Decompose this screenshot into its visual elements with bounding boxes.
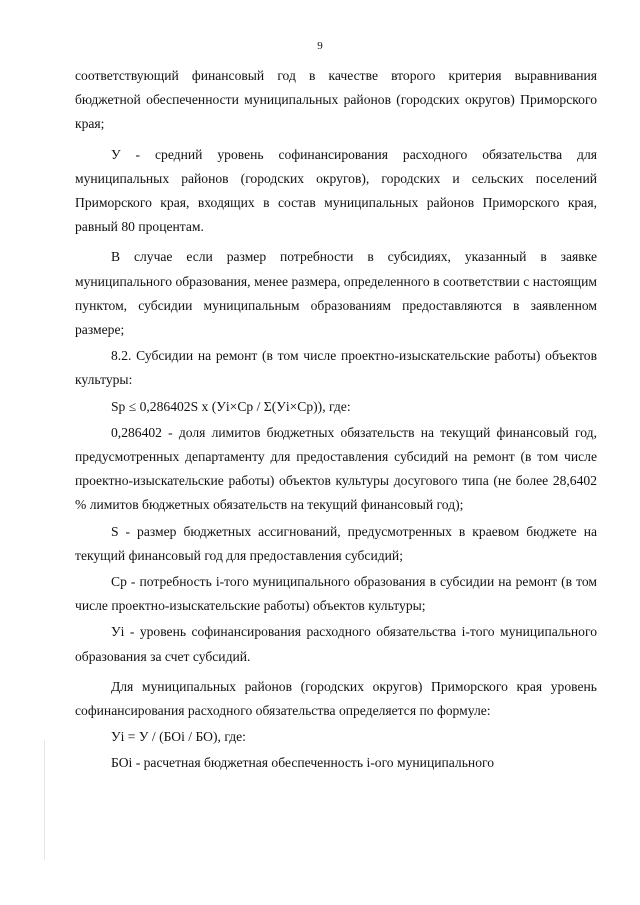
paragraph-continuation: соответствующий финансовый год в качестве второго критерия выравнивания бюджетной обеспеченности муниципальных районов (городских округов) Приморского края; [75,68,597,132]
paragraph-section-8-2: 8.2. Субсидии на ремонт (в том числе проектно-изыскательские работы) объектов культуры: [75,348,597,388]
document-body [75,64,597,778]
paragraph-definition-coefficient: 0,286402 - доля лимитов бюджетных обязательств на текущий финансовый год, предусмотренных департаменту для предоставления субсидий на ремонт (в том числе проектно-изыскательские работы) объектов культуры досугового типа (не более 28,6402 % лимитов бюджетных обязательств на текущий финансовый год); [75,424,597,513]
paragraph-subsidy-request: В случае если размер потребности в субсидиях, указанный в заявке муниципального образования, менее размера, определенного в соответствии с настоящим пунктом, субсидии муниципальным образованиям предоставляются в заявленном размере; [75,249,597,338]
formula-sp: Sp ≤ 0,286402S x (Уi×Cp / Σ(Уi×Cp)), где: [111,398,351,414]
paragraph-definition-boi: БОi - расчетная бюджетная обеспеченность i-ого муниципального [111,755,495,771]
paragraph-definition-s: S - размер бюджетных ассигнований, предусмотренных в краевом бюджете на текущий финансовый год для предоставления субсидий; [75,523,597,563]
paragraph-definition-cp: Cp - потребность i-того муниципального образования в субсидии на ремонт (в том числе проектно-изыскательские работы) объектов культуры; [75,574,597,614]
paragraph-definition-ui: Уi - уровень софинансирования расходного обязательства i-того муниципального образования за счет субсидий. [75,624,597,664]
paragraph-cofinancing-level: Для муниципальных районов (городских округов) Приморского края уровень софинансирования расходного обязательства определяется по формуле: [75,678,597,719]
paragraph-definition-u: У - средний уровень софинансирования расходного обязательства для муниципальных районов (городских округов), городских и сельских поселений Приморского края, входящих в состав муниципальных районов Приморского края, равный 80 процентам. [75,146,597,235]
formula-ui: Уi = У / (БОi / БО), где: [111,729,246,745]
page-number: 9 [317,40,323,52]
margin-mark [44,740,45,860]
